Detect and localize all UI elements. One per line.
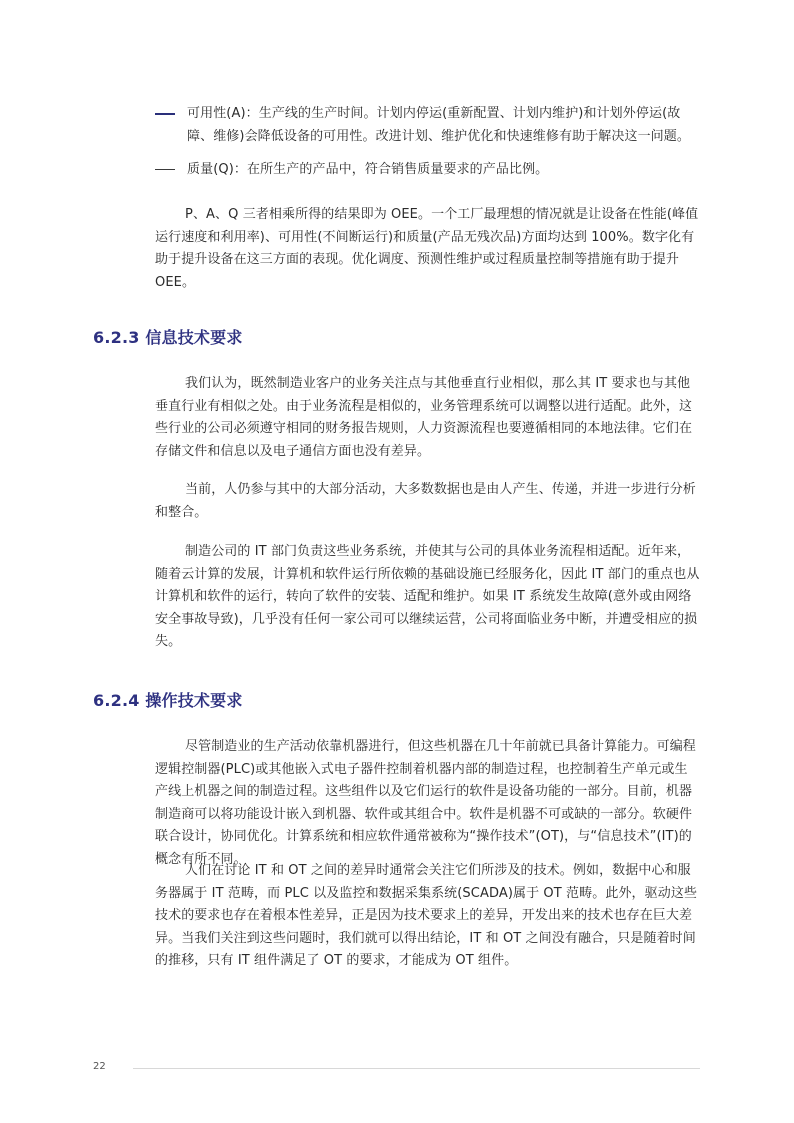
bullet-availability: [155, 103, 700, 148]
section-623-paragraph: 制造公司的 IT 部门负责这些业务系统，并使其与公司的具体业务流程相适配。近年来，随着云计算的发展，计算机和软件运行所依赖的基础设施已经服务化，因此 IT 部门的重点也从计算机和软件的运行，转向了软件的安装、适配和维护。如果 IT 系统发生故障(意外或由网络安全事故导致)，几乎没有任何一家公司可以继续运营，公司将面临业务中断，并遭受相应的损失。: [155, 544, 700, 649]
page-number: 22: [93, 1061, 106, 1072]
intro-paragraph: P、A、Q 三者相乘所得的结果即为 OEE。一个工厂最理想的情况就是让设备在性能(峰值运行速度和利用率)、可用性(不间断运行)和质量(产品无残次品)方面均达到 100%。数字化有助于提升设备在这三方面的表现。优化调度、预测性维护或过程质量控制等措施有助于提升 OEE。: [155, 207, 699, 290]
footer-divider: [133, 1068, 700, 1069]
section-623-paragraph: 当前，人仍参与其中的大部分活动，大多数数据也是由人产生、传递，并进一步进行分析和整合。: [155, 482, 696, 520]
section-624-paragraph: 人们在讨论 IT 和 OT 之间的差异时通常会关注它们所涉及的技术。例如，数据中心和服务器属于 IT 范畴，而 PLC 以及监控和数据采集系统(SCADA)属于 OT 范畴。此外，驱动这些技术的要求也存在着根本性差异，正是因为技术要求上的差异，开发出来的技术也存在巨大差异。当我们关注到这些问题时，我们就可以得出结论，IT 和 OT 之间没有融合，只是随着时间的推移，只有 IT 组件满足了 OT 的要求，才能成为 OT 组件。: [155, 863, 698, 968]
bullet-quality: [155, 159, 700, 182]
section-624-paragraph: 尽管制造业的生产活动依靠机器进行，但这些机器在几十年前就已具备计算能力。可编程逻辑控制器(PLC)或其他嵌入式电子器件控制着机器内部的制造过程，也控制着生产单元或生产线上机器之间的制造过程。这些组件以及它们运行的软件是设备功能的一部分。目前，机器制造商可以将功能设计嵌入到机器、软件或其组合中。软件是机器不可或缺的一部分。软硬件联合设计，协同优化。计算系统和相应软件通常被称为“操作技术”(OT)，与“信息技术”(IT)的概念有所不同。: [155, 739, 696, 867]
bullet-text: 质量(Q)：在所生产的产品中，符合销售质量要求的产品比例。: [187, 162, 549, 177]
section-heading-624: 6.2.4 操作技术要求: [93, 691, 243, 710]
section-heading-623: 6.2.3 信息技术要求: [93, 328, 243, 347]
section-623-paragraph: 我们认为，既然制造业客户的业务关注点与其他垂直行业相似，那么其 IT 要求也与其他垂直行业有相似之处。由于业务流程是相似的，业务管理系统可以调整以进行适配。此外，这些行业的公司必须遵守相同的财务报告规则，人力资源流程也要遵循相同的本地法律。它们在存储文件和信息以及电子通信方面也没有差异。: [155, 376, 693, 459]
bullet-text: 可用性(A)：生产线的生产时间。计划内停运(重新配置、计划内维护)和计划外停运(故障、维修)会降低设备的可用性。改进计划、维护优化和快速维修有助于解决这一问题。: [187, 106, 690, 144]
bullet-dash-icon: [155, 113, 175, 115]
bullet-dash-icon: [155, 169, 175, 170]
